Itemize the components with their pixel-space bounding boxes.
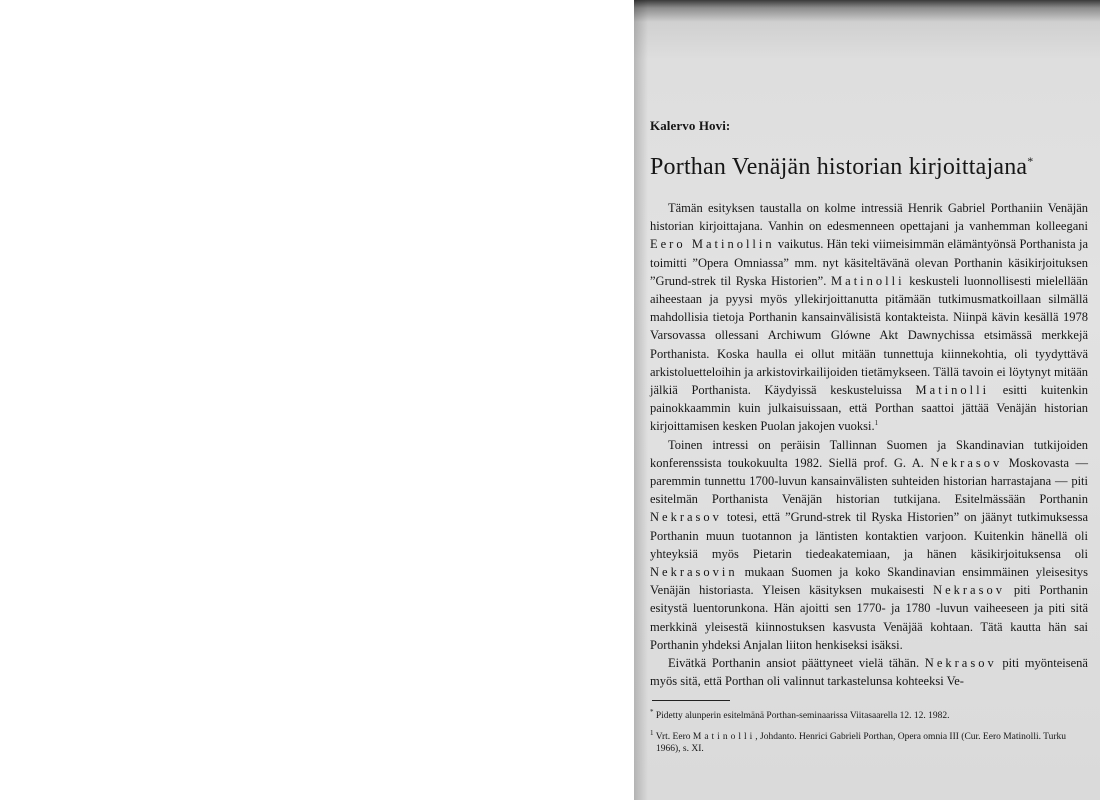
paragraph-1: [650, 199, 1088, 436]
spaced-name: Nekrasov: [650, 510, 722, 525]
spaced-name: Matinolli: [915, 383, 990, 398]
footnote-marker: *: [650, 708, 654, 717]
footnote-marker: 1: [650, 728, 654, 737]
article-title: [650, 147, 1088, 181]
text-run: Moskovasta — paremmin tunnettu 1700-luvun kansainvälisten suhteiden historian harrastajana — piti esitelmän Porthanista Venäjän historian tutkijana. Esitelmässään Porthanin: [650, 455, 1088, 507]
text-run: Tämän esityksen taustalla on kolme intressiä Henrik Gabriel Porthaniin Venäjän historian kirjoittajana. Vanhin on edesmenneen opettajani ja vanhemman kolleegani: [650, 201, 1088, 234]
article-body: [650, 199, 1088, 690]
spaced-name: Nekrasov: [930, 455, 1003, 470]
text-run: piti myönteisenä myös sitä, että Porthan oli valinnut tarkastelunsa kohteeksi Ve-: [650, 656, 1088, 689]
text-run: Eivätkä Porthanin ansiot päättyneet vielä tähän.: [668, 656, 925, 671]
text-run: totesi, että ”Grund-strek til Ryska Historien” on jäänyt tutkimuksessa Porthanin muun tuotannon ja läntisten kontaktien varjoon. Kuitenkin hänellä oli yhteyksiä myös Pietarin tiedeakatemiaan, ja hänen käsikirjoituksensa oli: [650, 510, 1088, 561]
text-run: mukaan Suomen ja koko Skandinavian ensimmäinen yleisesitys Venäjän historiasta. Yleisen käsityksen mukaisesti: [650, 565, 1088, 598]
footnotes: [650, 700, 1088, 754]
spaced-name: Nekrasovin: [650, 565, 738, 580]
paragraph-2: [650, 436, 1088, 654]
text-run: piti Porthanin esitystä luentorunkona. Hän ajoitti sen 1770- ja 1780 -luvun vaiheeseen ja piti sitä merkkinä yleisestä kiinnostuksen kasvusta Venäjää kohtaan. Tätä kautta hän sai Porthanin yhdeksi Anjalan liiton henkiseksi isäksi.: [650, 583, 1088, 652]
footnote-rule: [652, 700, 730, 701]
text-run: keskusteli luonnollisesti mielellään aiheestaan ja pyysi myös yllekirjoittanutta pitämään tutkimusmatkoillaan silmällä mahdollisia tietoja Porthanin kansainvälisistä kontakteista. Niinpä kävin kesällä 1978 Varsovassa ollessani Archiwum Glówne Akt Dawnychissa etsimässä merkkejä Porthanista. Koska haulla ei ollut mitään tunnettuja kiinnekohtia, oli tyydyttävä arkistoluetteloihin ja arkistovirkailijoiden tietämykseen. Tällä tavoin ei löytynyt mitään jälkiä Porthanista. Käydyissä keskusteluissa: [650, 273, 1089, 398]
footnote-ref: 1: [874, 419, 879, 428]
spaced-name: Eero Matinollin: [650, 237, 775, 252]
spaced-name: Matinolli: [831, 273, 905, 288]
paragraph-3: [650, 654, 1088, 690]
title-footnote-marker: *: [1027, 154, 1034, 168]
footnote-1: [650, 727, 1088, 755]
scanned-page: [634, 0, 1100, 800]
footnote-star: [650, 706, 1088, 722]
footnote-text: , Johdanto. Henrici Gabrieli Porthan, Opera omnia III (Cur. Eero Matinolli. Turku 1966), s. XI.: [656, 731, 1067, 754]
footnote-text: Vrt. Eero: [655, 731, 693, 742]
spaced-name: Nekrasov: [933, 583, 1005, 598]
text-run: vaikutus. Hän teki viimeisimmän elämäntyönsä Porthanista ja toimitti ”Opera Omniassa” mm. nyt käsiteltävänä olevan Porthanin käsikirjoituksen ”Grund-strek til Ryska Historien”.: [650, 237, 1088, 288]
footnote-text: Pidetty alunperin esitelmänä Porthan-seminaarissa Viitasaarella 12. 12. 1982.: [655, 711, 950, 722]
page-content: [650, 118, 1088, 759]
author-name: Kalervo Hovi:: [650, 118, 731, 133]
article-title-text: Porthan Venäjän historian kirjoittajana: [650, 154, 1028, 180]
text-run: Toinen intressi on peräisin Tallinnan Suomen ja Skandinavian tutkijoiden konferenssista toukokuulta 1982. Siellä prof. G. A.: [650, 437, 1088, 470]
spaced-name: Nekrasov: [924, 656, 997, 671]
spaced-name: Matinolli: [692, 731, 756, 742]
text-run: esitti kuitenkin painokkaammin kuin julkaisuissaan, että Porthan saattoi jättää Venäjän historian kirjoittamisen kesken Puolan jakojen vuoksi.: [650, 383, 1089, 434]
